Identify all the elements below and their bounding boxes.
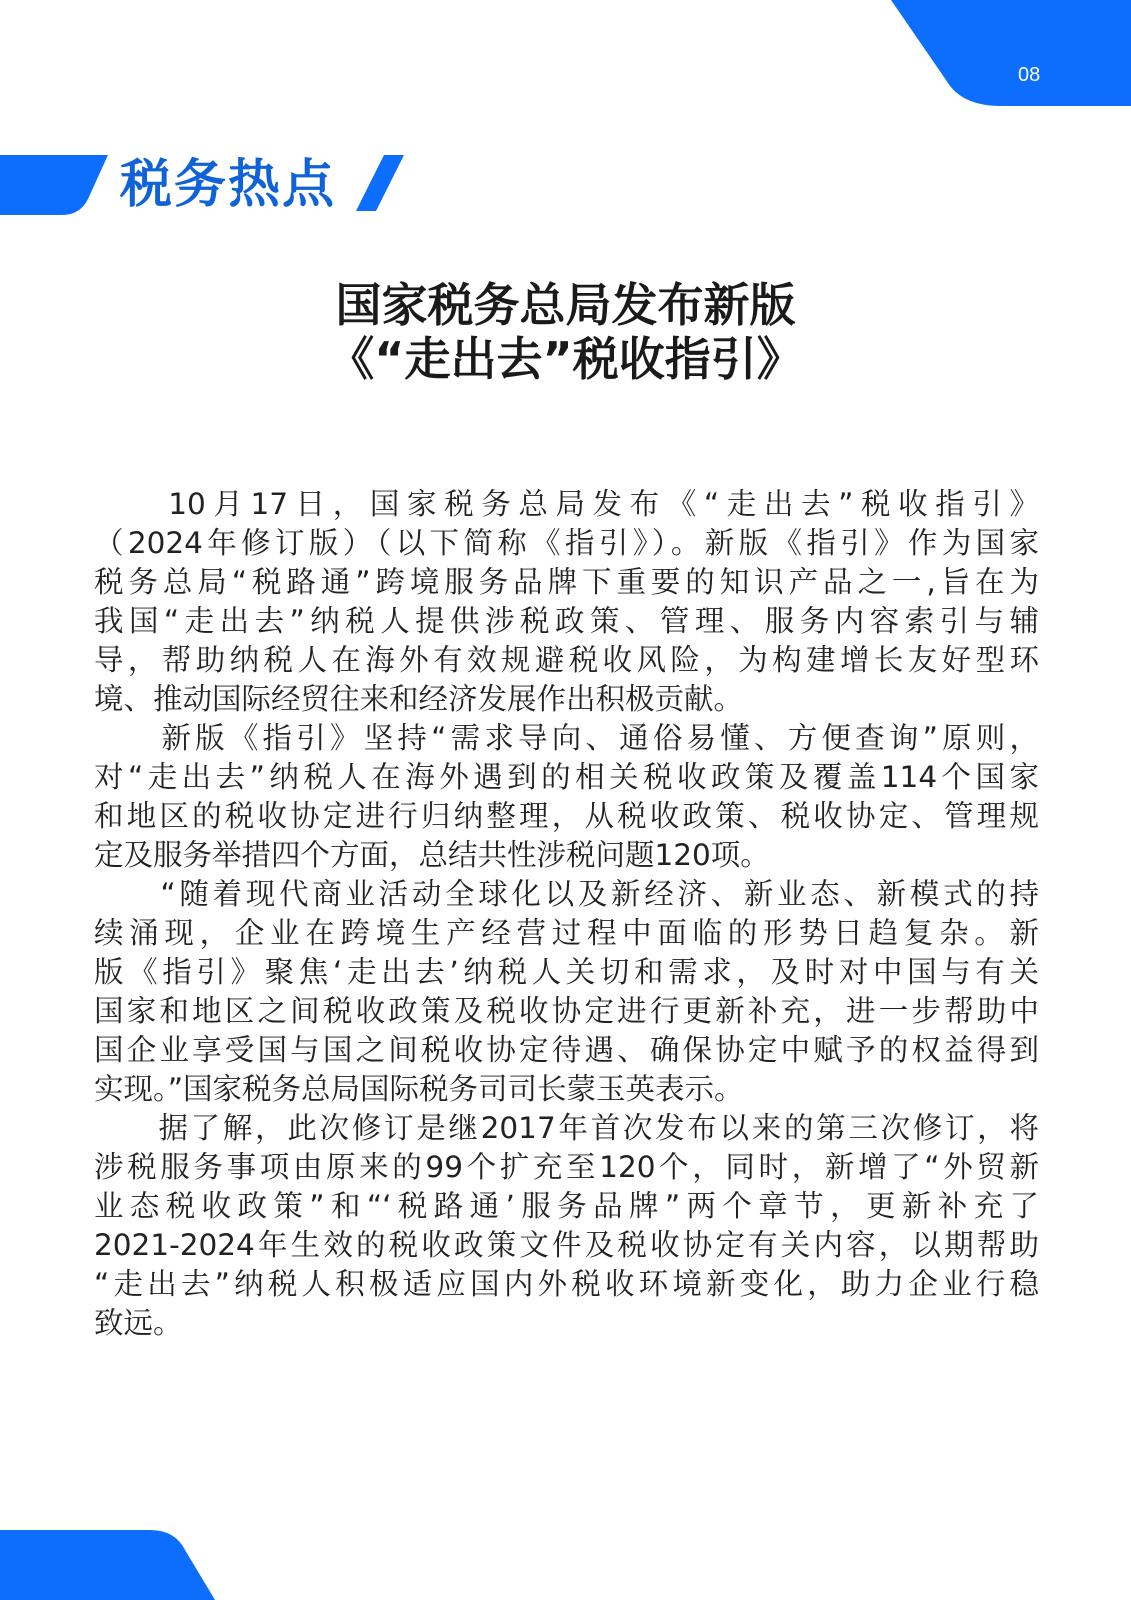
body-line: 定及服务举措四个方面，总结共性涉税问题120项。 [94, 838, 770, 872]
body-line: 致远。 [94, 1306, 183, 1340]
body-line: 导，帮助纳税人在海外有效规避税收风险，为构建增长友好型环 [94, 643, 1039, 677]
body-line: 我国“走出去”纳税人提供涉税政策、管理、服务内容索引与辅 [94, 604, 1039, 638]
corner-decoration-top-right [891, 0, 1131, 106]
body-line: 续涌现，企业在跨境生产经营过程中面临的形势日趋复杂。新 [94, 916, 1039, 950]
body-line: 对“走出去”纳税人在海外遇到的相关税收政策及覆盖114个国家 [94, 760, 1039, 794]
body-line: 国企业享受国与国之间税收协定待遇、确保协定中赋予的权益得到 [94, 1033, 1039, 1067]
article-title-line: 《“走出去”税收指引》 [328, 332, 803, 386]
body-line: 国家和地区之间税收政策及税收协定进行更新补充，进一步帮助中 [94, 994, 1039, 1028]
body-line: 和地区的税收协定进行归纳整理，从税收政策、税收协定、管理规 [94, 799, 1039, 833]
body-line: “走出去”纳税人积极适应国内外税收环境新变化，助力企业行稳 [94, 1267, 1039, 1301]
article-title-line: 国家税务总局发布新版 [335, 278, 796, 332]
body-line: 业态税收政策”和“‘税路通’服务品牌”两个章节，更新补充了 [94, 1189, 1039, 1223]
body-line: “随着现代商业活动全球化以及新经济、新业态、新模式的持 [94, 877, 1039, 911]
body-line: 境、推动国际经贸往来和经济发展作出积极贡献。 [94, 682, 744, 716]
body-line: 新版《指引》坚持“需求导向、通俗易懂、方便查询”原则， [94, 721, 1039, 755]
corner-decoration-bottom-left [0, 1530, 215, 1600]
article-body [94, 485, 1039, 1343]
body-line: 税务总局“税路通”跨境服务品牌下重要的知识产品之一,旨在为 [94, 565, 1039, 599]
body-line: 10月17日，国家税务总局发布《“走出去”税收指引》 [94, 487, 1039, 521]
article-title [0, 278, 1131, 386]
body-line: 据了解，此次修订是继2017年首次发布以来的第三次修订，将 [94, 1111, 1039, 1145]
body-line: 实现。”国家税务总局国际税务司司长蒙玉英表示。 [94, 1072, 744, 1106]
body-line: 版《指引》聚焦‘走出去’纳税人关切和需求，及时对中国与有关 [94, 955, 1039, 989]
body-line: 涉税服务事项由原来的99个扩充至120个，同时，新增了“外贸新 [94, 1150, 1039, 1184]
page-number: 08 [1018, 64, 1041, 86]
body-line: 2021-2024年生效的税收政策文件及税收协定有关内容，以期帮助 [94, 1228, 1039, 1262]
body-line: （2024年修订版）（以下简称《指引》）。新版《指引》作为国家 [94, 526, 1039, 560]
section-title: 税务热点 [120, 155, 337, 215]
